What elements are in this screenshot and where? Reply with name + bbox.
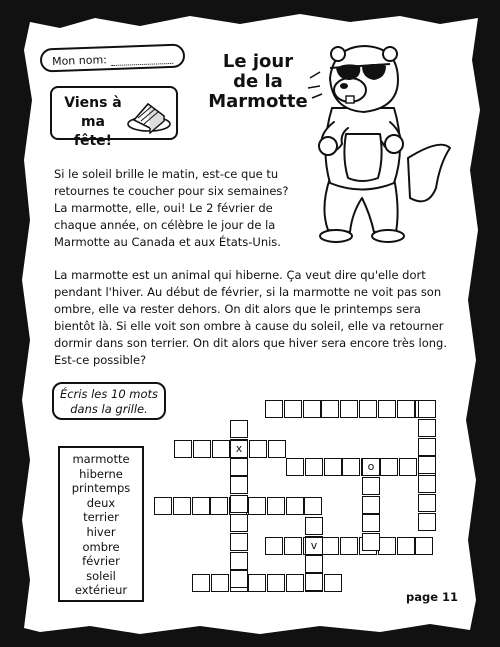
crossword-cell[interactable] xyxy=(321,400,339,418)
crossword-cell[interactable] xyxy=(286,458,304,476)
instructions-line: Écris les 10 mots xyxy=(59,387,159,401)
crossword-cell[interactable] xyxy=(399,458,417,476)
crossword-cell[interactable] xyxy=(230,420,248,438)
crossword-cell[interactable] xyxy=(286,497,304,515)
marmot-illustration xyxy=(290,38,460,248)
crossword-cell[interactable] xyxy=(340,400,358,418)
main-line: bientôt là. Si elle voit son ombre à cause du soleil, elle va retourner xyxy=(54,319,444,333)
crossword-cell[interactable]: o xyxy=(362,458,380,476)
crossword-cell[interactable] xyxy=(418,475,436,493)
main-line: ombre, elle va rester dehors. On dit alors que le printemps sera xyxy=(54,302,421,316)
page-number: page 11 xyxy=(406,590,459,604)
main-line: pendant l'hiver. Au début de février, si la marmotte ne voit pas son xyxy=(54,285,442,299)
crossword-cell[interactable] xyxy=(418,438,436,456)
crossword-cell[interactable] xyxy=(380,458,398,476)
crossword-cell[interactable] xyxy=(192,497,210,515)
crossword-cell[interactable] xyxy=(378,537,396,555)
crossword-cell[interactable] xyxy=(230,458,248,476)
crossword-cell[interactable] xyxy=(418,419,436,437)
crossword-cell[interactable] xyxy=(418,513,436,531)
crossword-cell[interactable] xyxy=(415,537,433,555)
crossword-cell[interactable] xyxy=(362,533,380,551)
crossword-cell[interactable] xyxy=(212,440,230,458)
crossword-cell[interactable] xyxy=(362,477,380,495)
crossword-cell[interactable] xyxy=(321,537,339,555)
crossword-cell[interactable] xyxy=(418,494,436,512)
crossword-cell[interactable] xyxy=(305,458,323,476)
crossword-cell[interactable] xyxy=(418,400,436,418)
crossword-cell[interactable] xyxy=(249,440,267,458)
crossword-cell[interactable] xyxy=(359,400,377,418)
word-item: hiberne xyxy=(79,466,123,481)
crossword-cell[interactable] xyxy=(418,456,436,474)
crossword-cell[interactable] xyxy=(324,574,342,592)
crossword-cell[interactable] xyxy=(174,440,192,458)
crossword-cell[interactable]: x xyxy=(230,440,248,458)
cake-icon xyxy=(126,94,172,134)
crossword-cell[interactable] xyxy=(265,400,283,418)
crossword-cell[interactable] xyxy=(397,400,415,418)
crossword-cell[interactable] xyxy=(265,537,283,555)
main-line: Est-ce possible? xyxy=(54,353,147,367)
intro-line: Si le soleil brille le matin, est-ce que tu xyxy=(54,167,279,181)
crossword-cell[interactable] xyxy=(193,440,211,458)
crossword-cell[interactable] xyxy=(230,552,248,570)
word-item: marmotte xyxy=(72,452,130,466)
party-line-1: Viens à xyxy=(64,95,122,111)
crossword-cell[interactable] xyxy=(303,400,321,418)
word-item: ombre xyxy=(82,539,120,554)
crossword-cell[interactable] xyxy=(397,537,415,555)
word-list xyxy=(58,446,144,602)
title-line-2: de la xyxy=(233,71,283,92)
name-label: Mon nom: xyxy=(51,53,108,69)
main-line: dormir dans son terrier. On dit alors que hiver sera encore très long. xyxy=(54,336,447,350)
crossword-cell[interactable] xyxy=(378,400,396,418)
main-paragraph xyxy=(54,267,454,369)
crossword-cell[interactable] xyxy=(304,497,322,515)
party-text xyxy=(62,94,124,151)
main-line: La marmotte est un animal qui hiberne. Ça veut dire qu'elle dort xyxy=(54,268,426,282)
crossword-cell[interactable] xyxy=(248,497,266,515)
crossword-cell[interactable] xyxy=(211,574,229,592)
word-item: printemps xyxy=(71,481,131,496)
crossword-cell[interactable] xyxy=(230,514,248,532)
crossword-cell[interactable] xyxy=(192,574,210,592)
word-item: extérieur xyxy=(74,583,128,598)
instructions-box xyxy=(52,382,166,420)
crossword-cell[interactable] xyxy=(342,458,360,476)
intro-line: Marmotte au Canada et aux États-Unis. xyxy=(54,235,281,249)
crossword-cell[interactable] xyxy=(362,514,380,532)
crossword-cell[interactable]: v xyxy=(305,537,323,555)
crossword-cell[interactable] xyxy=(267,497,285,515)
word-item: février xyxy=(82,554,120,569)
word-item: deux xyxy=(86,495,116,510)
word-item: hiver xyxy=(86,524,116,539)
crossword-cell[interactable] xyxy=(230,570,248,588)
crossword-cell[interactable] xyxy=(173,497,191,515)
intro-line: retournes te coucher pour six semaines? xyxy=(54,184,289,198)
intro-paragraph xyxy=(54,166,300,251)
title-line-3: Marmotte xyxy=(208,91,308,112)
crossword-cell[interactable] xyxy=(268,440,286,458)
crossword-cell[interactable] xyxy=(230,476,248,494)
crossword-cell[interactable] xyxy=(248,574,266,592)
crossword-cell[interactable] xyxy=(210,497,228,515)
intro-line: La marmotte, elle, oui! Le 2 février de xyxy=(54,201,273,215)
crossword-cell[interactable] xyxy=(340,537,358,555)
intro-line: chaque année, on célèbre le jour de la xyxy=(54,218,276,232)
name-line xyxy=(111,52,173,65)
crossword-cell[interactable] xyxy=(267,574,285,592)
name-field[interactable] xyxy=(40,43,186,72)
crossword-cell[interactable] xyxy=(154,497,172,515)
crossword-cell[interactable] xyxy=(305,573,323,591)
crossword-cell[interactable] xyxy=(230,533,248,551)
crossword-cell[interactable] xyxy=(324,458,342,476)
word-item: soleil xyxy=(86,568,116,583)
crossword-cell[interactable] xyxy=(284,537,302,555)
crossword-cell[interactable] xyxy=(362,496,380,514)
word-item: terrier xyxy=(83,510,119,525)
crossword-cell[interactable] xyxy=(305,517,323,535)
instructions-line: dans la grille. xyxy=(70,402,148,416)
crossword-cell[interactable] xyxy=(305,555,323,573)
title-line-1: Le jour xyxy=(222,51,294,72)
crossword-cell[interactable] xyxy=(286,574,304,592)
crossword-cell[interactable] xyxy=(284,400,302,418)
crossword-cell[interactable] xyxy=(230,495,248,513)
party-badge xyxy=(50,86,178,149)
party-line-2: ma fête! xyxy=(73,114,113,149)
